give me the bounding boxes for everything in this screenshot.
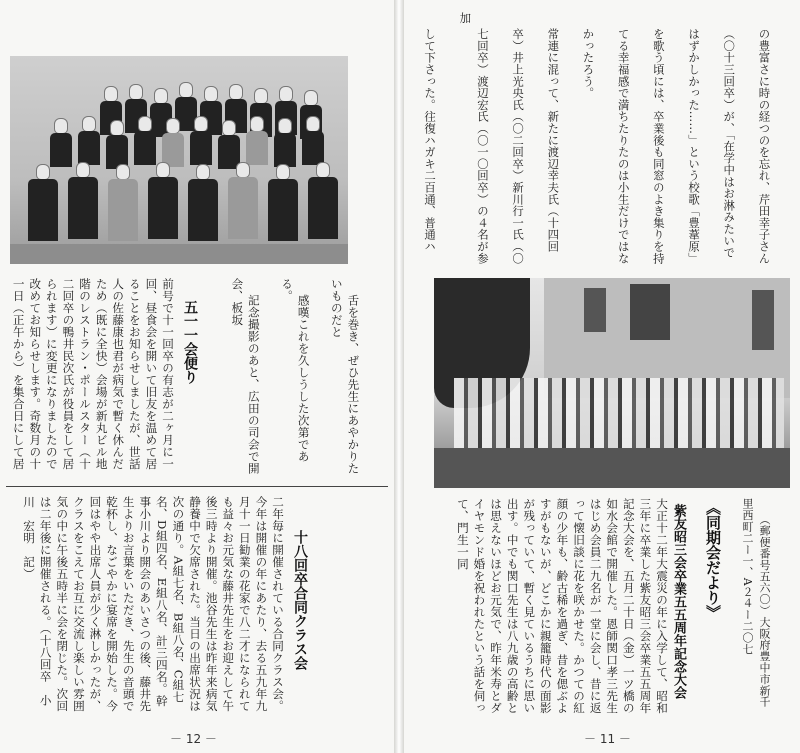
person-figure bbox=[274, 118, 296, 167]
person-figure bbox=[148, 162, 178, 239]
person-figure bbox=[108, 164, 138, 241]
person-figure bbox=[68, 162, 98, 239]
page-number: － 12 － bbox=[170, 732, 217, 746]
section-heading-511-kai: 五一一会便り bbox=[182, 300, 198, 384]
section-body-511-kai: 前号で十一回卒の有志が二ヶ月に一回、昼食会を開いて旧友を温めて居ることをお知らせしましたが、世話人の佐藤康也君が病気で暫く休んだため（既に全快）会場が新丸ビル地階のレストラン・ポールスター（十二回卒の鴨井民次氏が役員をして居られます）に変更になりましたので改めてお知らせします。奇数月の十一日（正午から）を集合日にして居 bbox=[11, 278, 175, 470]
person-figure bbox=[246, 116, 268, 165]
address-block: （郵便番号五六〇）大阪府豊中市新千里西町二ー一、A２４ー二〇七 bbox=[741, 498, 771, 708]
article-continuation-top: 舌を巻き、ぜひ先生にあやかりたいものだと 感嘆これを久しうした次第である。 記念撮影のあと、広田の司会で開会、板坂 bbox=[230, 278, 361, 475]
article-continuation-kinki: の豊富さに時の経つのを忘れ、芹田幸子さん （〇十三回卒）が、「在学中はお淋みたいで はずかしかった……」という校歌「豊葦原」 を歌う頃には、卒業後も同窓のよき集りを持 てる幸福感で満ちたりたのは小生だけではな かったろう。 常連に混って、新たに渡辺幸夫氏（十四回 卒）井上光央氏（〇二回卒）新川行一氏（〇 七回卒）渡辺宏氏（〇一〇回卒）の４名が参加 して下さった。往復ハガキ二百通、普通ハ bbox=[423, 12, 772, 265]
crowd bbox=[454, 378, 784, 448]
person-figure bbox=[50, 118, 72, 167]
section-heading-doki-kai: 《同期会だより》 bbox=[704, 500, 722, 620]
person-figure bbox=[268, 164, 298, 241]
article-heading-shiyu-55th: 紫友昭三会卒業五五周年記念大会 bbox=[671, 504, 686, 699]
article-body-shiyu-55th: 大正十二年大震災の年に入学して、昭和三年に卒業した紫友昭三会卒業五五周年記念大会を、五月二十日（金）一ツ橋の如水会館で開催した。恩師関口孝三先生はじめ会員二九名が一堂に会し、昔に返って懐旧談に花を咲かせた。かつての紅顔の少年も、齢古稀を過ぎ、昔を偲ぶよすがもないが、どこかに親籠時代の面影が残っていて、暫く見ているうちに思い出す。中でも関口先生は八九歳の高齢とは思えないほどお元気で、昨年米寿とダイヤモンド婚を祝われたという話を伺って、門生一同 bbox=[455, 498, 669, 714]
section-body-18th-class-col bbox=[312, 496, 388, 714]
person-figure bbox=[308, 162, 338, 239]
person-figure bbox=[162, 118, 184, 167]
group-photo-shiyu-showa3 bbox=[434, 278, 790, 488]
floor bbox=[10, 244, 348, 264]
window bbox=[630, 284, 670, 340]
person-figure bbox=[228, 162, 258, 239]
person-figure bbox=[190, 116, 212, 165]
section-heading-18th-class: 十八回卒合同クラス会 bbox=[292, 530, 308, 670]
page-number: － 11 － bbox=[584, 732, 631, 746]
person-figure bbox=[134, 116, 156, 165]
book-spine bbox=[394, 0, 404, 753]
window bbox=[752, 290, 774, 350]
ground bbox=[434, 448, 790, 488]
section-body-18th-class: 二年毎に開催されている合同クラス会。今年は開催の年にあたり、去る五九年九月十一日勧業の花家で八二才になられても益々お元気な藤井先生をお迎えして午後三時より開催。池谷先生は昨年来病気静養中で欠席された。当日の出席状況は次の通り。A組七名、B組八名、C組七名、D組四名、E組八名、計三四名。幹事小川より開会のあいさつの後、藤井先生よりお言葉をいただき、先生の音頭で乾杯し、なごやかに宴席を開始した。今回はやや出席人員が少く淋しかったが、クラスをこえてお互に交流し楽しい雰囲気の中に午後五時半に会を閉じた。次回は二年後に開催される。（十八回卒 小川 宏明 記） bbox=[22, 496, 285, 712]
person-figure bbox=[78, 116, 100, 165]
person-figure bbox=[302, 116, 324, 165]
person-figure bbox=[28, 164, 58, 241]
person-figure bbox=[188, 164, 218, 241]
window bbox=[584, 288, 606, 332]
horizontal-divider bbox=[6, 486, 388, 487]
page-11 bbox=[404, 0, 800, 753]
group-photo-18th-class bbox=[10, 56, 348, 264]
person-figure bbox=[106, 120, 128, 169]
page-12 bbox=[0, 0, 394, 753]
